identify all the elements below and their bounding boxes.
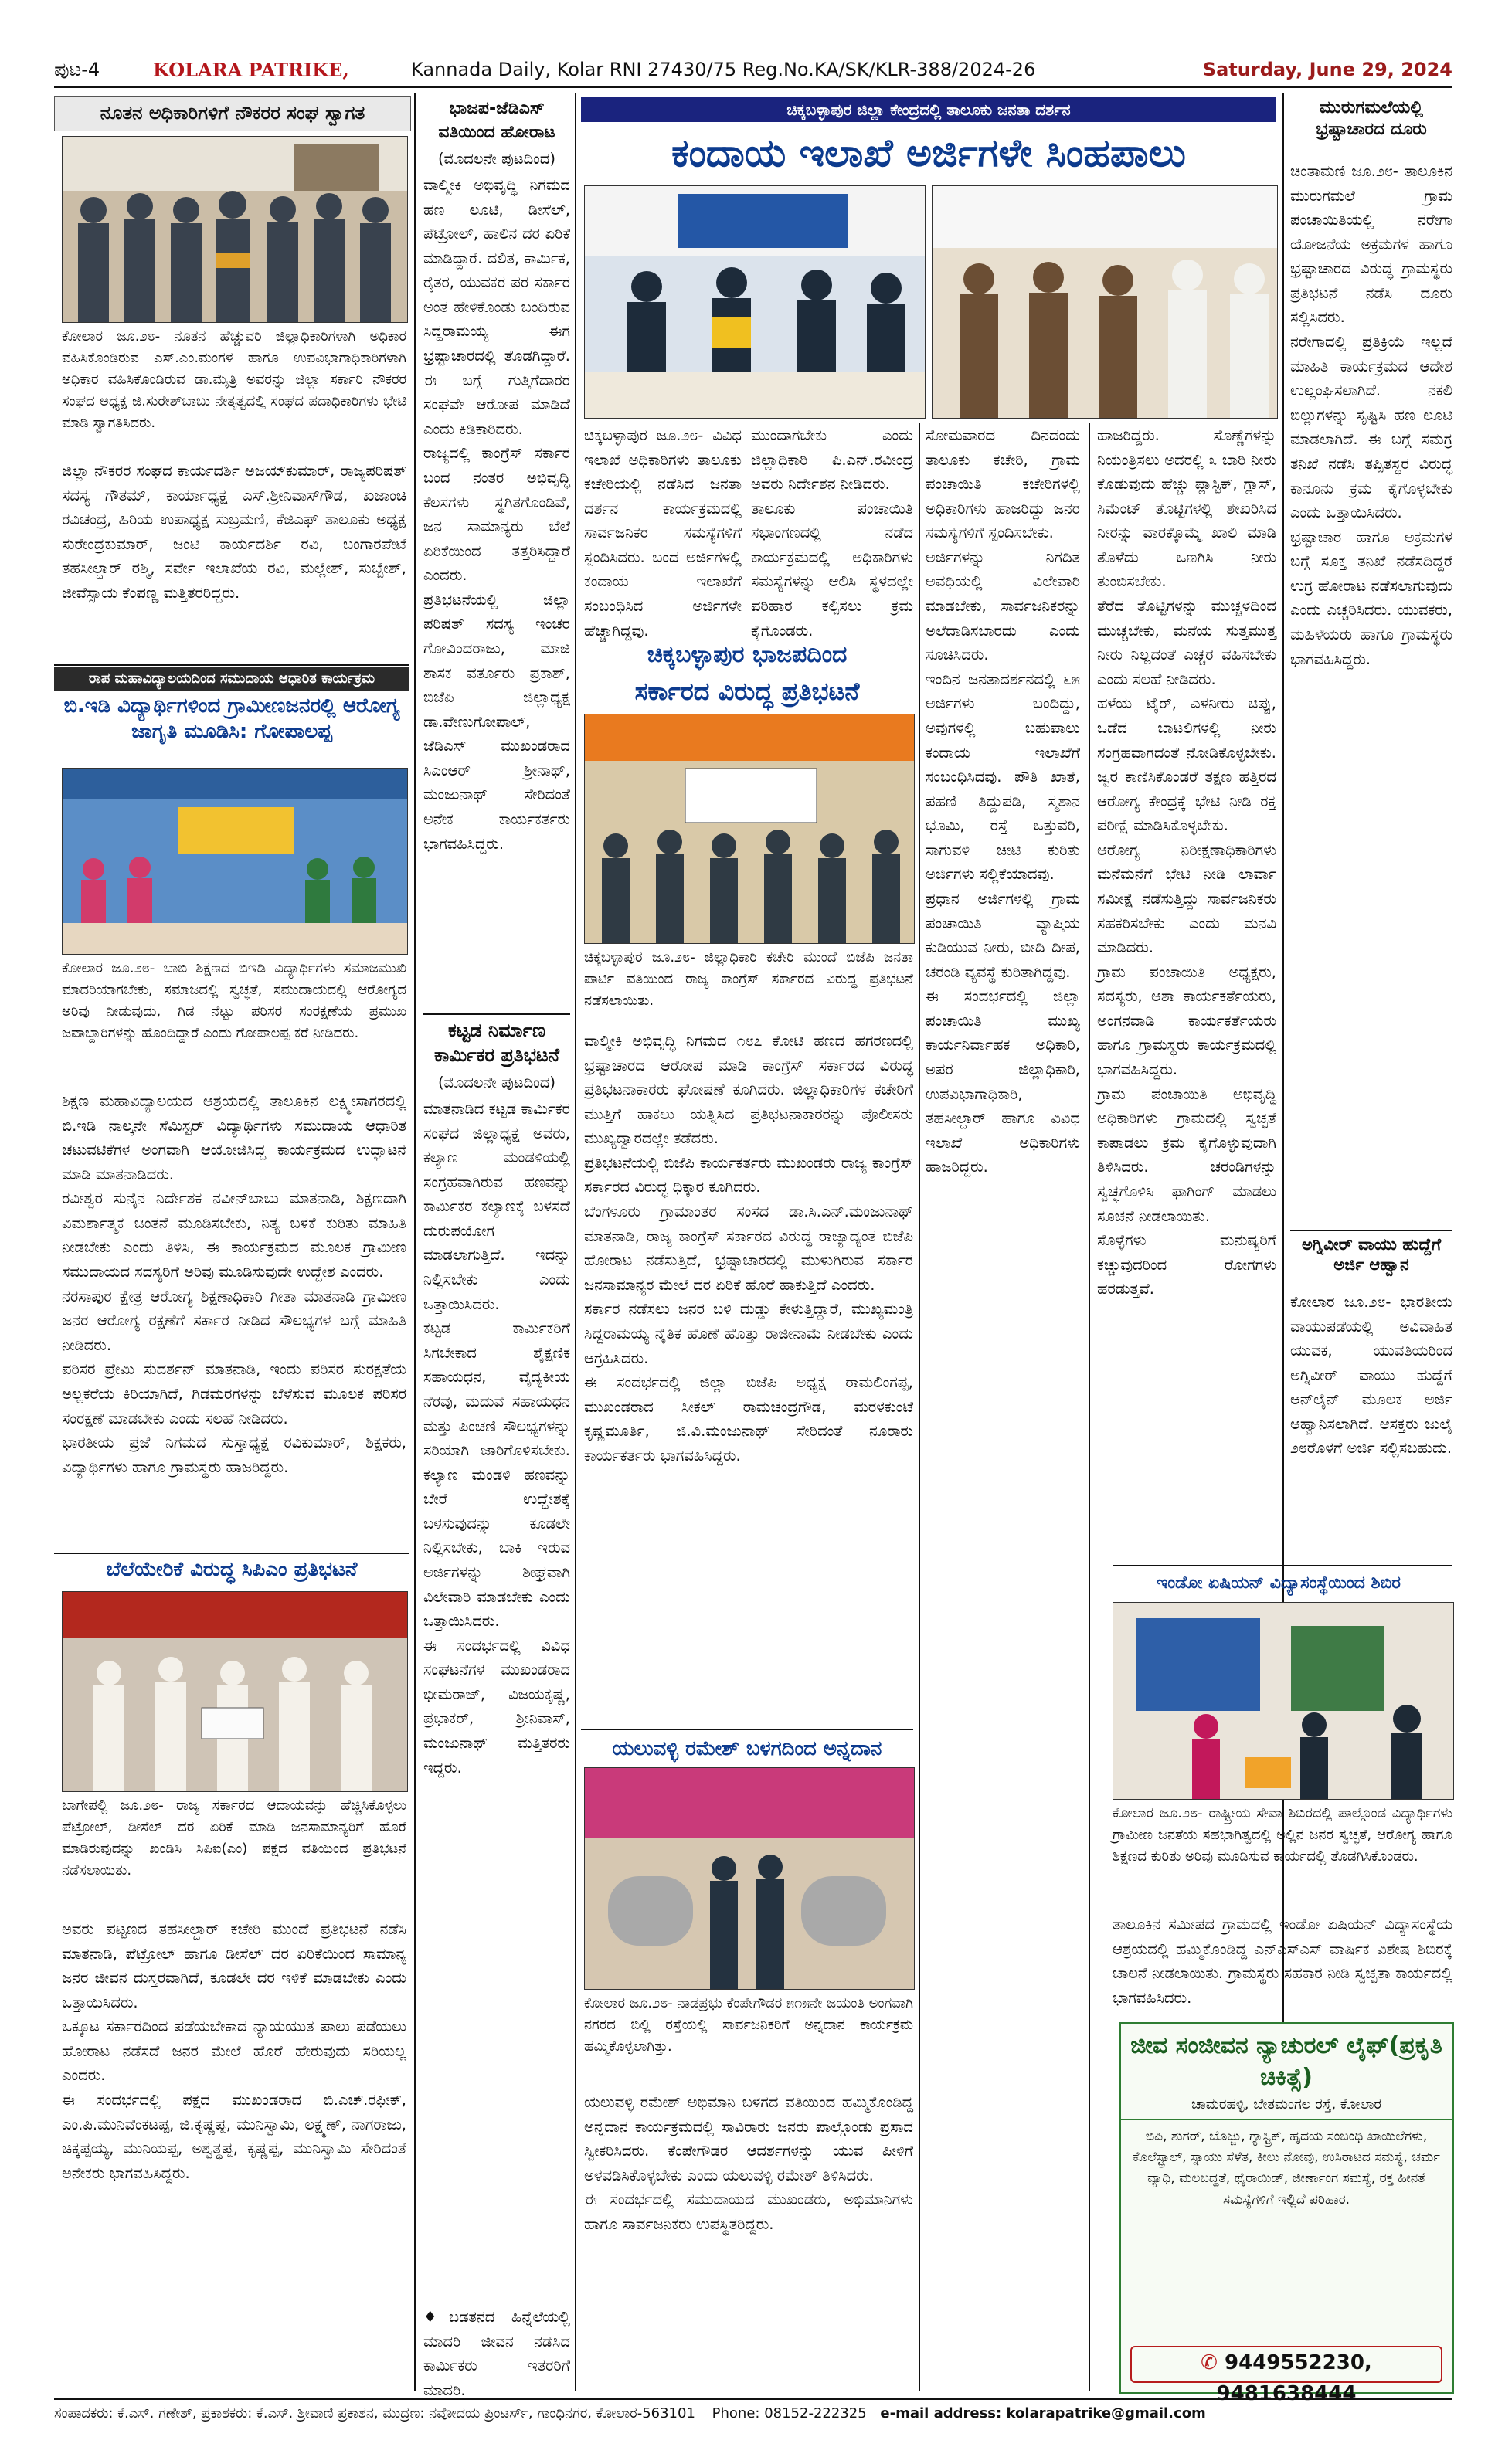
headline-annadana: ಯಲುವಳ್ಳಿ ರಮೇಶ್ ಬಳಗದಿಂದ ಅನ್ನದಾನ [612, 1737, 882, 1760]
construction-workers-note: ♦ಬಡತನದ ಹಿನ್ನೆಲೆಯಲ್ಲಿ ಮಾದರಿ ಜೀವನ ನಡೆಸಿದ ಕಾರ್ಮಿಕರು ಇತರರಿಗೆ ಮಾದರಿ. [423, 2308, 570, 2399]
ad-address: ಚಾಮರಹಳ್ಳಿ, ಬೇತಮಂಗಲ ರಸ್ತೆ, ಕೋಲಾರ [1121, 2093, 1452, 2120]
imprint-footer [54, 2398, 1452, 2428]
annadana-body: ಯಲುವಳ್ಳಿ ರಮೇಶ್ ಅಭಿಮಾನಿ ಬಳಗದ ವತಿಯಿಂದ ಹಮ್ಮಿಕೊಂಡಿದ್ದ ಅನ್ನದಾನ ಕಾರ್ಯಕ್ರಮದಲ್ಲಿ ಸಾವಿರಾರು ಜನರು ಪಾಲ್ಗೊಂಡು ಪ್ರಸಾದ ಸ್ವೀಕರಿಸಿದರು. ಕೆಂಪೇಗೌಡರ ಆದರ್ಶಗಳನ್ನು ಯುವ ಪೀಳಿಗೆ ಅಳವಡಿಸಿಕೊಳ್ಳಬೇಕು ಎಂದು ಯಲುವಳ್ಳಿ ರಮೇಶ್ ತಿಳಿಸಿದರು. ಈ ಸಂದರ್ಭದಲ್ಲಿ ಸಮುದಾಯದ ಮುಖಂಡರು, ಅಭಿಮಾನಿಗಳು ಹಾಗೂ ಸಾರ್ವಜನಿಕರು ಉಪಸ್ಥಿತರಿದ್ದರು. [584, 2093, 913, 2233]
staff-union-caption: ಕೋಲಾರ ಜೂ.೨೮- ನೂತನ ಹೆಚ್ಚುವರಿ ಜಿಲ್ಲಾಧಿಕಾರಿಗಳಾಗಿ ಅಧಿಕಾರ ವಹಿಸಿಕೊಂಡಿರುವ ಎಸ್.ಎಂ.ಮಂಗಳ ಹಾಗೂ ಉಪವಿಭಾಗಾಧಿಕಾರಿಗಳಾಗಿ ಅಧಿಕಾರ ವಹಿಸಿಕೊಂಡಿರುವ ಡಾ.ಮೈತ್ರಿ ಅವರನ್ನು ಜಿಲ್ಲಾ ಸರ್ಕಾರಿ ನೌಕರರ ಸಂಘದ ಅಧ್ಯಕ್ಷ ಜಿ.ಸುರೇಶ್‌ಬಾಬು ನೇತೃತ್ವದಲ್ಲಿ ಸಂಘದ ಪದಾಧಿಕಾರಿಗಳು ಭೇಟಿ ಮಾಡಿ ಸ್ವಾಗತಿಸಿದರು. [62, 328, 406, 431]
page-number: ಪುಟ-4 [54, 59, 100, 80]
annadana-photo [584, 1767, 915, 1990]
naturopathy-advertisement [1119, 2022, 1454, 2405]
cpm-caption: ಬಾಗೇಪಲ್ಲಿ ಜೂ.೨೮- ರಾಜ್ಯ ಸರ್ಕಾರದ ಆದಾಯವನ್ನು ಹೆಚ್ಚಿಸಿಕೊಳ್ಳಲು ಪೆಟ್ರೋಲ್, ಡೀಸೆಲ್ ದರ ಏರಿಕೆ ಮಾಡಿ ಜನಸಾಮಾನ್ಯರಿಗೆ ಹೊರೆ ಮಾಡಿರುವುದನ್ನು ಖಂಡಿಸಿ ಸಿಪಿಐ(ಎಂ) ಪಕ್ಷದ ವತಿಯಿಂದ ಪ್ರತಿಭಟನೆ ನಡೆಸಲಾಯಿತು. [62, 1797, 406, 1879]
headline-staff-union-welcome: ನೂತನ ಅಧಿಕಾರಿಗಳಿಗೆ ನೌಕರರ ಸಂಘ ಸ್ವಾಗತ [54, 96, 411, 131]
ad-title: ಜೀವ ಸಂಜೀವನ ನ್ಯಾಚುರಲ್ ಲೈಫ್(ಪ್ರಕೃತಿ ಚಿಕಿತ್ಸೆ) [1130, 2032, 1442, 2091]
bed-body: ಶಿಕ್ಷಣ ಮಹಾವಿದ್ಯಾಲಯದ ಆಶ್ರಯದಲ್ಲಿ ತಾಲೂಕಿನ ಲಕ್ಷ್ಮೀಸಾಗರದಲ್ಲಿ ಬಿ.ಇಡಿ ನಾಲ್ಕನೇ ಸೆಮಿಸ್ಟರ್ ವಿದ್ಯಾರ್ಥಿಗಳು ಸಮುದಾಯ ಆಧಾರಿತ ಚಟುವಟಿಕೆಗಳ ಅಂಗವಾಗಿ ಆಯೋಜಿಸಿದ್ದ ಕಾರ್ಯಕ್ರಮದ ಉದ್ಘಾಟನೆ ಮಾಡಿ ಮಾತನಾಡಿದರು. ರವೀಶ್ವರ ಸುನೈನ ನಿರ್ದೇಶಕ ನವೀನ್‌ಬಾಬು ಮಾತನಾಡಿ, ಶಿಕ್ಷಣದಾಗಿ ವಿಮರ್ಶಾತ್ಮಕ ಚಿಂತನೆ ಮೂಡಿಸಬೇಕು, ನಿತ್ಯ ಬಳಕೆ ಕುರಿತು ಮಾಹಿತಿ ನೀಡಬೇಕು ಎಂದು ತಿಳಿಸಿ, ಈ ಕಾರ್ಯಕ್ರಮದ ಮೂಲಕ ಗ್ರಾಮೀಣ ಸಮುದಾಯದ ಸದಸ್ಯರಿಗೆ ಅರಿವು ಮೂಡಿಸುವುದೇ ಉದ್ದೇಶ ಎಂದರು. ನರಸಾಪುರ ಕ್ಷೇತ್ರ ಆರೋಗ್ಯ ಶಿಕ್ಷಣಾಧಿಕಾರಿ ಗೀತಾ ಮಾತನಾಡಿ ಗ್ರಾಮೀಣ ಜನರ ಆರೋಗ್ಯ ರಕ್ಷಣೆಗೆ ಸರ್ಕಾರ ನೀಡಿದ ಸೌಲಭ್ಯಗಳ ಬಗ್ಗೆ ಮಾಹಿತಿ ನೀಡಿದರು. ಪರಿಸರ ಪ್ರೇಮಿ ಸುದರ್ಶನ್ ಮಾತನಾಡಿ, ಇಂದು ಪರಿಸರ ಸುರಕ್ಷತೆಯ ಅಲ್ಲಕರೆಯ ಕಿರಿಯಾಗಿದೆ, ಗಿಡಮರಗಳನ್ನು ಬೆಳೆಸುವ ಮೂಲಕ ಪರಿಸರ ಸಂರಕ್ಷಣೆ ಮಾಡಬೇಕು ಎಂದು ಸಲಹೆ ನೀಡಿದರು. ಭಾರತೀಯ ಪ್ರಜೆ ನಿಗಮದ ಸುಸ್ತಾಧ್ಯಕ್ಷ ರವಿಕುಮಾರ್, ಶಿಕ್ಷಕರು, ವಿದ್ಯಾರ್ಥಿಗಳು ಹಾಗೂ ಗ್ರಾಮಸ್ಥರು ಹಾಜರಿದ್ದರು. [62, 1092, 406, 1476]
column-rule [575, 93, 576, 2391]
divider [54, 1553, 409, 1554]
bjp-jds-body: ವಾಲ್ಮೀಕಿ ಅಭಿವೃದ್ಧಿ ನಿಗಮದ ಹಣ ಲೂಟಿ, ಡೀಸೆಲ್, ಪೆಟ್ರೋಲ್, ಹಾಲಿನ ದರ ಏರಿಕೆ ಮಾಡಿದ್ದಾರೆ. ದಲಿತ, ಕಾರ್ಮಿಕ, ರೈತರ, ಯುವಕರ ಪರ ಸರ್ಕಾರ ಅಂತ ಹೇಳಿಕೊಂಡು ಬಂದಿರುವ ಸಿದ್ದರಾಮಯ್ಯ ಈಗ ಭ್ರಷ್ಟಾಚಾರದಲ್ಲಿ ತೊಡಗಿದ್ದಾರೆ. ಈ ಬಗ್ಗೆ ಗುತ್ತಿಗೆದಾರರ ಸಂಘವೇ ಆರೋಪ ಮಾಡಿದೆ ಎಂದು ಕಿಡಿಕಾರಿದರು. ರಾಜ್ಯದಲ್ಲಿ ಕಾಂಗ್ರೆಸ್ ಸರ್ಕಾರ ಬಂದ ನಂತರ ಅಭಿವೃದ್ಧಿ ಕೆಲಸಗಳು ಸ್ಥಗಿತಗೊಂಡಿವೆ, ಜನ ಸಾಮಾನ್ಯರು ಬೆಲೆ ಏರಿಕೆಯಿಂದ ತತ್ತರಿಸಿದ್ದಾರೆ ಎಂದರು. ಪ್ರತಿಭಟನೆಯಲ್ಲಿ ಜಿಲ್ಲಾ ಪರಿಷತ್ ಸದಸ್ಯ ಇಂಚರ ಗೋವಿಂದರಾಜು, ಮಾಜಿ ಶಾಸಕ ವರ್ತೂರು ಪ್ರಕಾಶ್, ಬಿಜೆಪಿ ಜಿಲ್ಲಾಧ್ಯಕ್ಷ ಡಾ.ವೇಣುಗೋಪಾಲ್, ಜೆಡಿಎಸ್ ಮುಖಂಡರಾದ ಸಿಎಂಆರ್ ಶ್ರೀನಾಥ್, ಮಂಜುನಾಥ್ ಸೇರಿದಂತೆ ಅನೇಕ ಕಾರ್ಯಕರ್ತರು ಭಾಗವಹಿಸಿದ್ದರು. [423, 176, 570, 853]
headline-agniveer: ಅಗ್ನಿವೀರ್ ವಾಯು ಹುದ್ದೆಗೆ ಅರ್ಜಿ ಆಹ್ವಾನ [1301, 1235, 1442, 1274]
nss-camp-caption: ಕೋಲಾರ ಜೂ.೨೮- ರಾಷ್ಟ್ರೀಯ ಸೇವಾ ಶಿಬಿರದಲ್ಲಿ ಪಾಲ್ಗೊಂಡ ವಿದ್ಯಾರ್ಥಿಗಳು ಗ್ರಾಮೀಣ ಜನತೆಯ ಸಹಭಾಗಿತ್ವದಲ್ಲಿ ಅಲ್ಲಿನ ಜನರ ಸ್ವಚ್ಛತೆ, ಆರೋಗ್ಯ ಹಾಗೂ ಶಿಕ್ಷಣದ ಕುರಿತು ಅರಿವು ಮೂಡಿಸುವ ಕಾರ್ಯದಲ್ಲಿ ತೊಡಗಿಸಿಕೊಂಡರು. [1113, 1805, 1452, 1865]
ad-services: ಬಿಪಿ, ಶುಗರ್, ಬೊಜ್ಜು, ಗ್ಯಾಸ್ಟ್ರಿಕ್, ಹೃದಯ ಸಂಬಂಧಿ ಖಾಯಿಲೆಗಳು, ಕೊಲೆಸ್ಟ್ರಾಲ್, ಸ್ನಾಯು ಸೆಳೆತ, ಕೀಲು ನೋವು, ಉಸಿರಾಟದ ಸಮಸ್ಯೆ, ಚರ್ಮ ವ್ಯಾಧಿ, ಮಲಬದ್ಧತೆ, ಥೈರಾಯಿಡ್, ಜೀರ್ಣಾಂಗ ಸಮಸ್ಯೆ, ರಕ್ತ ಹೀನತೆ ಸಮಸ್ಯೆಗಳಿಗೆ ಇಲ್ಲಿದೆ ಪರಿಹಾರ. [1133, 2129, 1440, 2208]
headline-cpm-protest: ಬೆಲೆಯೇರಿಕೆ ವಿರುದ್ಧ ಸಿಪಿಎಂ ಪ್ರತಿಭಟನೆ [106, 1558, 358, 1581]
cpm-protest-photo [62, 1591, 408, 1792]
feature-kicker: ಚಿಕ್ಕಬಳ್ಳಾಪುರ ಜಿಲ್ಲಾ ಕೇಂದ್ರದಲ್ಲಿ ತಾಲೂಕು ಜನತಾ ದರ್ಶನ [581, 97, 1276, 122]
column-rule [1089, 423, 1090, 2391]
ad-phone-number: 9449552230, 9481638444 [1216, 2351, 1372, 2405]
divider [423, 1013, 570, 1015]
registration-details: Kannada Daily, Kolar RNI 27430/75 Reg.No.KA/SK/KLR-388/2024-26 [411, 59, 1036, 80]
staff-union-body: ಜಿಲ್ಲಾ ನೌಕರರ ಸಂಘದ ಕಾರ್ಯದರ್ಶಿ ಅಜಯ್‌ಕುಮಾರ್, ರಾಜ್ಯಪರಿಷತ್ ಸದಸ್ಯ ಗೌತಮ್, ಕಾರ್ಯಾಧ್ಯಕ್ಷ ಎಸ್.ಶ್ರೀನಿವಾಸ್‌ಗೌಡ, ಖಜಾಂಚಿ ರವಿಚಂದ್ರ, ಹಿರಿಯ ಉಪಾಧ್ಯಕ್ಷ ಸುಬ್ರಮಣಿ, ಕೆಜಿಎಫ್ ತಾಲೂಕು ಅಧ್ಯಕ್ಷ ಸುರೇಂದ್ರಕುಮಾರ್, ಜಂಟಿ ಕಾರ್ಯದರ್ಶಿ ರವಿ, ಬಂಗಾರಪೇಟೆ ತಹಸೀಲ್ದಾರ್ ರಶ್ಮಿ, ಸರ್ವೇ ಇಲಾಖೆಯ ರವಿ, ಮಲ್ಲೇಶ್, ಸುಬ್ಬೇಶ್, ಜೀವೆಸ್ಸಾಯ ಕೆಂಪಣ್ಣ ಮತ್ತಿತರರಿದ್ದರು. [62, 462, 406, 602]
cpm-body: ಅವರು ಪಟ್ಟಣದ ತಹಸೀಲ್ದಾರ್ ಕಚೇರಿ ಮುಂದೆ ಪ್ರತಿಭಟನೆ ನಡೆಸಿ ಮಾತನಾಡಿ, ಪೆಟ್ರೋಲ್ ಹಾಗೂ ಡೀಸೆಲ್ ದರ ಏರಿಕೆಯಿಂದ ಸಾಮಾನ್ಯ ಜನರ ಜೀವನ ದುಸ್ತರವಾಗಿದೆ, ಕೂಡಲೇ ದರ ಇಳಿಕೆ ಮಾಡಬೇಕು ಎಂದು ಒತ್ತಾಯಿಸಿದರು. ಒಕ್ಕೂಟ ಸರ್ಕಾರದಿಂದ ಪಡೆಯಬೇಕಾದ ನ್ಯಾಯಯುತ ಪಾಲು ಪಡೆಯಲು ಹೋರಾಟ ನಡೆಸದೆ ಜನರ ಮೇಲೆ ಹೊರೆ ಹೇರುವುದು ಸರಿಯಲ್ಲ ಎಂದರು. ಈ ಸಂದರ್ಭದಲ್ಲಿ ಪಕ್ಷದ ಮುಖಂಡರಾದ ಬಿ.ಎಚ್.ರಫೀಕ್, ಎಂ.ಪಿ.ಮುನಿವೆಂಕಟಪ್ಪ, ಜಿ.ಕೃಷ್ಣಪ್ಪ, ಮುನಿಸ್ವಾಮಿ, ಲಕ್ಷ್ಮಣ್, ನಾಗರಾಜು, ಚಿಕ್ಕಪ್ಪಯ್ಯ, ಮುನಿಯಪ್ಪ, ಅಶ್ವತ್ಥಪ್ಪ, ಕೃಷ್ಣಪ್ಪ, ಮುನಿಸ್ವಾಮಿ ಸೇರಿದಂತೆ ಅನೇಕರು ಭಾಗವಹಿಸಿದ್ದರು. [62, 1920, 406, 2182]
column-rule [414, 93, 416, 2391]
divider [1113, 1565, 1452, 1566]
newspaper-name: KOLARA PATRIKE, [153, 59, 349, 81]
bed-caption: ಕೋಲಾರ ಜೂ.೨೮- ಬಾಬಿ ಶಿಕ್ಷಣದ ಬಿಇಡಿ ವಿದ್ಯಾರ್ಥಿಗಳು ಸಮಾಜಮುಖಿ ಮಾದರಿಯಾಗಬೇಕು, ಸಮಾಜದಲ್ಲಿ ಸ್ವಚ್ಛತೆ, ಸಮುದಾಯದಲ್ಲಿ ಆರೋಗ್ಯದ ಅರಿವು ನೀಡುವುದು, ಗಿಡ ನೆಟ್ಟು ಪರಿಸರ ಸಂರಕ್ಷಣೆಯ ಪ್ರಮುಖ ಜವಾಬ್ದಾರಿಗಳನ್ನು ಹೊಂದಿದ್ದಾರೆ ಎಂದು ಗೋಪಾಲಪ್ಪ ಕರೆ ನೀಡಿದರು. [62, 960, 406, 1041]
feature-body-mid: ಮುಂದಾಗಬೇಕು ಎಂದು ಜಿಲ್ಲಾಧಿಕಾರಿ ಪಿ.ಎನ್.ರವೀಂದ್ರ ಅವರು ನಿರ್ದೇಶನ ನೀಡಿದರು. ತಾಲೂಕು ಪಂಚಾಯಿತಿ ಸಭಾಂಗಣದಲ್ಲಿ ನಡೆದ ಕಾರ್ಯಕ್ರಮದಲ್ಲಿ ಅಧಿಕಾರಿಗಳು ಸಮಸ್ಯೆಗಳನ್ನು ಆಲಿಸಿ ಸ್ಥಳದಲ್ಲೇ ಪರಿಹಾರ ಕಲ್ಪಿಸಲು ಕ್ರಮ ಕೈಗೊಂಡರು. [751, 426, 913, 640]
staff-union-photo [62, 136, 408, 323]
nss-camp-photo [1113, 1602, 1454, 1800]
annadana-caption: ಕೋಲಾರ ಜೂ.೨೮- ನಾಡಪ್ರಭು ಕೆಂಪೇಗೌಡರ ೫೧೫ನೇ ಜಯಂತಿ ಅಂಗವಾಗಿ ನಗರದ ಬಿಲ್ಲಿ ರಸ್ತೆಯಲ್ಲಿ ಸಾರ್ವಜನಿಕರಿಗೆ ಅನ್ನದಾನ ಕಾರ್ಯಕ್ರಮ ಹಮ್ಮಿಕೊಳ್ಳಲಾಗಿತ್ತು. [584, 1995, 913, 2055]
feature-headline: ಕಂದಾಯ ಇಲಾಖೆ ಅರ್ಜಿಗಳೇ ಸಿಂಹಪಾಲು [671, 131, 1186, 175]
footer-phone: Phone: 08152-222325 [712, 2405, 867, 2422]
divider [581, 1729, 913, 1730]
nss-camp-body: ತಾಲೂಕಿನ ಸಮೀಪದ ಗ್ರಾಮದಲ್ಲಿ ಇಂಡೋ ಏಷಿಯನ್ ವಿದ್ಯಾಸಂಸ್ಥೆಯ ಆಶ್ರಯದಲ್ಲಿ ಹಮ್ಮಿಕೊಂಡಿದ್ದ ಎನ್‌ಎಸ್‌ಎಸ್ ವಾರ್ಷಿಕ ವಿಶೇಷ ಶಿಬಿರಕ್ಕೆ ಚಾಲನೆ ನೀಡಲಾಯಿತು. ಗ್ರಾಮಸ್ಥರು ಸಹಕಾರ ನೀಡಿ ಸ್ವಚ್ಛತಾ ಕಾರ್ಯದಲ್ಲಿ ಭಾಗವಹಿಸಿದರು. [1113, 1916, 1452, 2007]
bjp-jds-kicker: ಭಾಜಪ-ಜೆಡಿಎಸ್ ವತಿಯಿಂದ ಹೋರಾಟ [438, 99, 555, 142]
construction-workers-body: ಮಾತನಾಡಿದ ಕಟ್ಟಡ ಕಾರ್ಮಿಕರ ಸಂಘದ ಜಿಲ್ಲಾಧ್ಯಕ್ಷ ಅವರು, ಕಲ್ಯಾಣ ಮಂಡಳಿಯಲ್ಲಿ ಸಂಗ್ರಹವಾಗಿರುವ ಹಣವನ್ನು ಕಾರ್ಮಿಕರ ಕಲ್ಯಾಣಕ್ಕೆ ಬಳಸದೆ ದುರುಪಯೋಗ ಮಾಡಲಾಗುತ್ತಿದೆ. ಇದನ್ನು ನಿಲ್ಲಿಸಬೇಕು ಎಂದು ಒತ್ತಾಯಿಸಿದರು. ಕಟ್ಟಡ ಕಾರ್ಮಿಕರಿಗೆ ಸಿಗಬೇಕಾದ ಶೈಕ್ಷಣಿಕ ಸಹಾಯಧನ, ವೈದ್ಯಕೀಯ ನೆರವು, ಮದುವೆ ಸಹಾಯಧನ ಮತ್ತು ಪಿಂಚಣಿ ಸೌಲಭ್ಯಗಳನ್ನು ಸರಿಯಾಗಿ ಜಾರಿಗೊಳಿಸಬೇಕು. ಕಲ್ಯಾಣ ಮಂಡಳಿ ಹಣವನ್ನು ಬೇರೆ ಉದ್ದೇಶಕ್ಕೆ ಬಳಸುವುದನ್ನು ಕೂಡಲೇ ನಿಲ್ಲಿಸಬೇಕು, ಬಾಕಿ ಇರುವ ಅರ್ಜಿಗಳನ್ನು ಶೀಘ್ರವಾಗಿ ವಿಲೇವಾರಿ ಮಾಡಬೇಕು ಎಂದು ಒತ್ತಾಯಿಸಿದರು. ಈ ಸಂದರ್ಭದಲ್ಲಿ ವಿವಿಧ ಸಂಘಟನೆಗಳ ಮುಖಂಡರಾದ ಭೀಮರಾಜ್, ವಿಜಯಕೃಷ್ಣ, ಪ್ರಭಾಕರ್, ಶ್ರೀನಿವಾಸ್, ಮಂಜುನಾಥ್ ಮತ್ತಿತರರು ಇದ್ದರು. [423, 1100, 570, 1777]
bjp-protest-photo [584, 714, 915, 944]
bjp-protest-caption: ಚಿಕ್ಕಬಳ್ಳಾಪುರ ಜೂ.೨೮- ಜಿಲ್ಲಾಧಿಕಾರಿ ಕಚೇರಿ ಮುಂದೆ ಬಿಜೆಪಿ ಜನತಾ ಪಾರ್ಟಿ ವತಿಯಿಂದ ರಾಜ್ಯ ಕಾಂಗ್ರೆಸ್ ಸರ್ಕಾರದ ವಿರುದ್ಧ ಪ್ರತಿಭಟನೆ ನಡೆಸಲಾಯಿತು. [584, 949, 913, 1009]
phone-icon: ✆ [1201, 2351, 1225, 2374]
issue-date: Saturday, June 29, 2024 [1202, 59, 1452, 80]
murugamale-body: ಚಿಂತಾಮಣಿ ಜೂ.೨೮- ತಾಲೂಕಿನ ಮುರುಗಮಲೆ ಗ್ರಾಮ ಪಂಚಾಯಿತಿಯಲ್ಲಿ ನರೇಗಾ ಯೋಜನೆಯ ಅಕ್ರಮಗಳ ಹಾಗೂ ಭ್ರಷ್ಟಾಚಾರದ ವಿರುದ್ಧ ಗ್ರಾಮಸ್ಥರು ಪ್ರತಿಭಟನೆ ನಡೆಸಿ ದೂರು ಸಲ್ಲಿಸಿದರು. ನರೇಗಾದಲ್ಲಿ ಪ್ರತಿಕ್ರಿಯೆ ಇಲ್ಲದೆ ಮಾಹಿತಿ ಕಾರ್ಯಕ್ರಮದ ಆದೇಶ ಉಲ್ಲಂಘಿಸಲಾಗಿದೆ. ನಕಲಿ ಬಿಲ್ಲುಗಳನ್ನು ಸೃಷ್ಟಿಸಿ ಹಣ ಲೂಟಿ ಮಾಡಲಾಗಿದೆ. ಈ ಬಗ್ಗೆ ಸಮಗ್ರ ತನಿಖೆ ನಡೆಸಿ ತಪ್ಪಿತಸ್ಥರ ವಿರುದ್ಧ ಕಾನೂನು ಕ್ರಮ ಕೈಗೊಳ್ಳಬೇಕು ಎಂದು ಒತ್ತಾಯಿಸಿದರು. ಭ್ರಷ್ಟಾಚಾರ ಹಾಗೂ ಅಕ್ರಮಗಳ ಬಗ್ಗೆ ಸೂಕ್ತ ತನಿಖೆ ನಡೆಸದಿದ್ದರೆ ಉಗ್ರ ಹೋರಾಟ ನಡೆಸಲಾಗುವುದು ಎಂದು ಎಚ್ಚರಿಸಿದರು. ಯುವಕರು, ಮಹಿಳೆಯರು ಹಾಗೂ ಗ್ರಾಮಸ್ಥರು ಭಾಗವಹಿಸಿದ್ದರು. [1290, 162, 1452, 668]
construction-workers-headline: ಕಟ್ಟಡ ನಿರ್ಮಾಣ ಕಾರ್ಮಿಕರ ಪ್ರತಿಭಟನೆ [433, 1020, 560, 1067]
feature-body-right: ಸೋಮವಾರದ ದಿನದಂದು ತಾಲೂಕು ಕಚೇರಿ, ಗ್ರಾಮ ಪಂಚಾಯಿತಿ ಕಚೇರಿಗಳಲ್ಲಿ ಅಧಿಕಾರಿಗಳು ಹಾಜರಿದ್ದು ಜನರ ಸಮಸ್ಯೆಗಳಿಗೆ ಸ್ಪಂದಿಸಬೇಕು. ಅರ್ಜಿಗಳನ್ನು ನಿಗದಿತ ಅವಧಿಯಲ್ಲಿ ವಿಲೇವಾರಿ ಮಾಡಬೇಕು, ಸಾರ್ವಜನಿಕರನ್ನು ಅಲೆದಾಡಿಸಬಾರದು ಎಂದು ಸೂಚಿಸಿದರು. ಇಂದಿನ ಜನತಾದರ್ಶನದಲ್ಲಿ ೬೫ ಅರ್ಜಿಗಳು ಬಂದಿದ್ದು, ಅವುಗಳಲ್ಲಿ ಬಹುಪಾಲು ಕಂದಾಯ ಇಲಾಖೆಗೆ ಸಂಬಂಧಿಸಿದವು. ಪೌತಿ ಖಾತೆ, ಪಹಣಿ ತಿದ್ದುಪಡಿ, ಸ್ಮಶಾನ ಭೂಮಿ, ರಸ್ತೆ ಒತ್ತುವರಿ, ಸಾಗುವಳಿ ಚೀಟಿ ಕುರಿತು ಅರ್ಜಿಗಳು ಸಲ್ಲಿಕೆಯಾದವು. ಪ್ರಧಾನ ಅರ್ಜಿಗಳಲ್ಲಿ ಗ್ರಾಮ ಪಂಚಾಯಿತಿ ವ್ಯಾಪ್ತಿಯ ಕುಡಿಯುವ ನೀರು, ಬೀದಿ ದೀಪ, ಚರಂಡಿ ವ್ಯವಸ್ಥೆ ಕುರಿತಾಗಿದ್ದವು. ಈ ಸಂದರ್ಭದಲ್ಲಿ ಜಿಲ್ಲಾ ಪಂಚಾಯಿತಿ ಮುಖ್ಯ ಕಾರ್ಯನಿರ್ವಾಹಕ ಅಧಿಕಾರಿ, ಅಪರ ಜಿಲ್ಲಾಧಿಕಾರಿ, ಉಪವಿಭಾಗಾಧಿಕಾರಿ, ತಹಸೀಲ್ದಾರ್ ಹಾಗೂ ವಿವಿಧ ಇಲಾಖೆ ಅಧಿಕಾರಿಗಳು ಹಾಜರಿದ್ದರು. [926, 426, 1080, 1176]
divider [1290, 1230, 1452, 1231]
dateline: (ಮೊದಲನೇ ಪುಟದಿಂದ) [437, 150, 556, 168]
divider [54, 664, 409, 666]
bed-kicker: ರಾಪ ಮಹಾವಿದ್ಯಾಲಯದಿಂದ ಸಮುದಾಯ ಆಧಾರಿತ ಕಾರ್ಯಕ್ರಮ [54, 667, 409, 691]
agniveer-body: ಕೋಲಾರ ಜೂ.೨೮- ಭಾರತೀಯ ವಾಯುಪಡೆಯಲ್ಲಿ ಅವಿವಾಹಿತ ಯುವಕ, ಯುವತಿಯರಿಂದ ಅಗ್ನಿವೀರ್ ವಾಯು ಹುದ್ದೆಗೆ ಆನ್‌ಲೈನ್ ಮೂಲಕ ಅರ್ಜಿ ಆಹ್ವಾನಿಸಲಾಗಿದೆ. ಆಸಕ್ತರು ಜುಲೈ ೨೮ರೊಳಗೆ ಅರ್ಜಿ ಸಲ್ಲಿಸಬಹುದು. [1290, 1293, 1452, 1458]
headline-protest-against-govt: ಸರ್ಕಾರದ ವಿರುದ್ಧ ಪ್ರತಿಭಟನೆ [634, 677, 860, 706]
bjp-protest-body: ವಾಲ್ಮೀಕಿ ಅಭಿವೃದ್ಧಿ ನಿಗಮದ ೧೮೭ ಕೋಟಿ ಹಣದ ಹಗರಣದಲ್ಲಿ ಭ್ರಷ್ಟಾಚಾರದ ಆರೋಪ ಮಾಡಿ ಕಾಂಗ್ರೆಸ್ ಸರ್ಕಾರದ ವಿರುದ್ಧ ಪ್ರತಿಭಟನಾಕಾರರು ಘೋಷಣೆ ಕೂಗಿದರು. ಜಿಲ್ಲಾಧಿಕಾರಿಗಳ ಕಚೇರಿಗೆ ಮುತ್ತಿಗೆ ಹಾಕಲು ಯತ್ನಿಸಿದ ಪ್ರತಿಭಟನಾಕಾರರನ್ನು ಪೊಲೀಸರು ಮುಖ್ಯದ್ವಾರದಲ್ಲೇ ತಡೆದರು. ಪ್ರತಿಭಟನೆಯಲ್ಲಿ ಬಿಜೆಪಿ ಕಾರ್ಯಕರ್ತರು ಮುಖಂಡರು ರಾಜ್ಯ ಕಾಂಗ್ರೆಸ್ ಸರ್ಕಾರದ ವಿರುದ್ಧ ಧಿಕ್ಕಾರ ಕೂಗಿದರು. ಬೆಂಗಳೂರು ಗ್ರಾಮಾಂತರ ಸಂಸದ ಡಾ.ಸಿ.ಎನ್.ಮಂಜುನಾಥ್ ಮಾತನಾಡಿ, ರಾಜ್ಯ ಕಾಂಗ್ರೆಸ್ ಸರ್ಕಾರದ ವಿರುದ್ಧ ರಾಜ್ಯಾದ್ಯಂತ ಬಿಜೆಪಿ ಹೋರಾಟ ನಡೆಸುತ್ತಿದೆ, ಭ್ರಷ್ಟಾಚಾರದಲ್ಲಿ ಮುಳುಗಿರುವ ಸರ್ಕಾರ ಜನಸಾಮಾನ್ಯರ ಮೇಲೆ ದರ ಏರಿಕೆ ಹೊರೆ ಹಾಕುತ್ತಿದೆ ಎಂದರು. ಸರ್ಕಾರ ನಡೆಸಲು ಜನರ ಬಳಿ ದುಡ್ಡು ಕೇಳುತ್ತಿದ್ದಾರೆ, ಮುಖ್ಯಮಂತ್ರಿ ಸಿದ್ದರಾಮಯ್ಯ ನೈತಿಕ ಹೊಣೆ ಹೊತ್ತು ರಾಜೀನಾಮೆ ನೀಡಬೇಕು ಎಂದು ಆಗ್ರಹಿಸಿದರು. ಈ ಸಂದರ್ಭದಲ್ಲಿ ಜಿಲ್ಲಾ ಬಿಜೆಪಿ ಅಧ್ಯಕ್ಷ ರಾಮಲಿಂಗಪ್ಪ, ಮುಖಂಡರಾದ ಸೀಕಲ್ ರಾಮಚಂದ್ರಗೌಡ, ಮರಳಕುಂಟೆ ಕೃಷ್ಣಮೂರ್ತಿ, ಜಿ.ವಿ.ಮಂಜುನಾಥ್ ಸೇರಿದಂತೆ ನೂರಾರು ಕಾರ್ಯಕರ್ತರು ಭಾಗವಹಿಸಿದ್ದರು. [584, 1032, 913, 1464]
column-rule [919, 423, 920, 2391]
masthead [54, 54, 1452, 88]
dateline: (ಮೊದಲನೇ ಪುಟದಿಂದ) [437, 1074, 556, 1091]
janata-darshan-photo-1 [584, 185, 926, 419]
headline-murugamale: ಮುರುಗಮಲೆಯಲ್ಲಿ ಭ್ರಷ್ಟಾಚಾರದ ದೂರು [1316, 98, 1427, 139]
headline-indo-asian-camp: ಇಂಡೋ ಏಷಿಯನ್ ವಿದ್ಯಾಸಂಸ್ಥೆಯಿಂದ ಶಿಬಿರ [1157, 1573, 1401, 1593]
bed-camp-photo [62, 768, 408, 955]
feature-body-left: ಚಿಕ್ಕಬಳ್ಳಾಪುರ ಜೂ.೨೮- ವಿವಿಧ ಇಲಾಖೆ ಅಧಿಕಾರಿಗಳು ತಾಲೂಕು ಕಚೇರಿಯಲ್ಲಿ ನಡೆಸಿದ ಜನತಾ ದರ್ಶನ ಕಾರ್ಯಕ್ರಮದಲ್ಲಿ ಸಾರ್ವಜನಿಕರ ಸಮಸ್ಯೆಗಳಿಗೆ ಸ್ಪಂದಿಸಿದರು. ಬಂದ ಅರ್ಜಿಗಳಲ್ಲಿ ಕಂದಾಯ ಇಲಾಖೆಗೆ ಸಂಬಂಧಿಸಿದ ಅರ್ಜಿಗಳೇ ಹೆಚ್ಚಾಗಿದ್ದವು. [584, 426, 742, 640]
janata-darshan-photo-2 [932, 185, 1278, 419]
headline-chikkaballapur-bjp: ಚಿಕ್ಕಬಳ್ಳಾಪುರ ಭಾಜಪದಿಂದ [647, 641, 848, 668]
ad-phone-box [1130, 2346, 1442, 2405]
footer-email: e-mail address: kolarapatrike@gmail.com [880, 2405, 1206, 2422]
health-awareness-body: ಹಾಜರಿದ್ದರು. ಸೊಣ್ಣೆಗಳನ್ನು ನಿಯಂತ್ರಿಸಲು ಅದರಲ್ಲಿ ೩ ಬಾರಿ ನೀರು ಕೊಡುವುದು ಹೆಚ್ಚು ಪ್ಲಾಸ್ಟಿಕ್, ಗ್ಲಾಸ್, ಸಿಮೆಂಟ್ ತೊಟ್ಟಿಗಳಲ್ಲಿ ಶೇಖರಿಸಿದ ನೀರನ್ನು ವಾರಕ್ಕೊಮ್ಮೆ ಖಾಲಿ ಮಾಡಿ ತೊಳೆದು ಒಣಗಿಸಿ ನೀರು ತುಂಬಿಸಬೇಕು. ತೆರೆದ ತೊಟ್ಟಿಗಳನ್ನು ಮುಚ್ಚಳದಿಂದ ಮುಚ್ಚಬೇಕು, ಮನೆಯ ಸುತ್ತಮುತ್ತ ನೀರು ನಿಲ್ಲದಂತೆ ಎಚ್ಚರ ವಹಿಸಬೇಕು ಎಂದು ಸಲಹೆ ನೀಡಿದರು. ಹಳೆಯ ಟೈರ್, ಎಳನೀರು ಚಿಪ್ಪು, ಒಡೆದ ಬಾಟಲಿಗಳಲ್ಲಿ ನೀರು ಸಂಗ್ರಹವಾಗದಂತೆ ನೋಡಿಕೊಳ್ಳಬೇಕು. ಜ್ವರ ಕಾಣಿಸಿಕೊಂಡರೆ ತಕ್ಷಣ ಹತ್ತಿರದ ಆರೋಗ್ಯ ಕೇಂದ್ರಕ್ಕೆ ಭೇಟಿ ನೀಡಿ ರಕ್ತ ಪರೀಕ್ಷೆ ಮಾಡಿಸಿಕೊಳ್ಳಬೇಕು. ಆರೋಗ್ಯ ನಿರೀಕ್ಷಣಾಧಿಕಾರಿಗಳು ಮನೆಮನೆಗೆ ಭೇಟಿ ನೀಡಿ ಲಾರ್ವಾ ಸಮೀಕ್ಷೆ ನಡೆಸುತ್ತಿದ್ದು ಸಾರ್ವಜನಿಕರು ಸಹಕರಿಸಬೇಕು ಎಂದು ಮನವಿ ಮಾಡಿದರು. ಗ್ರಾಮ ಪಂಚಾಯಿತಿ ಅಧ್ಯಕ್ಷರು, ಸದಸ್ಯರು, ಆಶಾ ಕಾರ್ಯಕರ್ತೆಯರು, ಅಂಗನವಾಡಿ ಕಾರ್ಯಕರ್ತೆಯರು ಹಾಗೂ ಗ್ರಾಮಸ್ಥರು ಕಾರ್ಯಕ್ರಮದಲ್ಲಿ ಭಾಗವಹಿಸಿದ್ದರು. ಗ್ರಾಮ ಪಂಚಾಯಿತಿ ಅಭಿವೃದ್ಧಿ ಅಧಿಕಾರಿಗಳು ಗ್ರಾಮದಲ್ಲಿ ಸ್ವಚ್ಛತೆ ಕಾಪಾಡಲು ಕ್ರಮ ಕೈಗೊಳ್ಳುವುದಾಗಿ ತಿಳಿಸಿದರು. ಚರಂಡಿಗಳನ್ನು ಸ್ವಚ್ಛಗೊಳಿಸಿ ಫಾಗಿಂಗ್ ಮಾಡಲು ಸೂಚನೆ ನೀಡಲಾಯಿತು. ಸೊಳ್ಳೆಗಳು ಮನುಷ್ಯರಿಗೆ ಕಚ್ಚುವುದರಿಂದ ರೋಗಗಳು ಹರಡುತ್ತವೆ. [1097, 426, 1276, 1298]
headline-bed-health-awareness: ಬಿ.ಇಡಿ ವಿದ್ಯಾರ್ಥಿಗಳಿಂದ ಗ್ರಾಮೀಣಜನರಲ್ಲಿ ಆರೋಗ್ಯ ಜಾಗೃತಿ ಮೂಡಿಸಿ: ಗೋಪಾಲಪ್ಪ [63, 694, 400, 743]
imprint-text: ಸಂಪಾದಕರು: ಕೆ.ಎಸ್. ಗಣೇಶ್, ಪ್ರಕಾಶಕರು: ಕೆ.ಎಸ್. ಶ್ರೀವಾಣಿ ಪ್ರಕಾಶನ, ಮುದ್ರಣ: ನವೋದಯ ಪ್ರಿಂಟರ್ಸ್, ಗಾಂಧಿನಗರ, ಕೋಲಾರ-563101 [54, 2405, 695, 2422]
